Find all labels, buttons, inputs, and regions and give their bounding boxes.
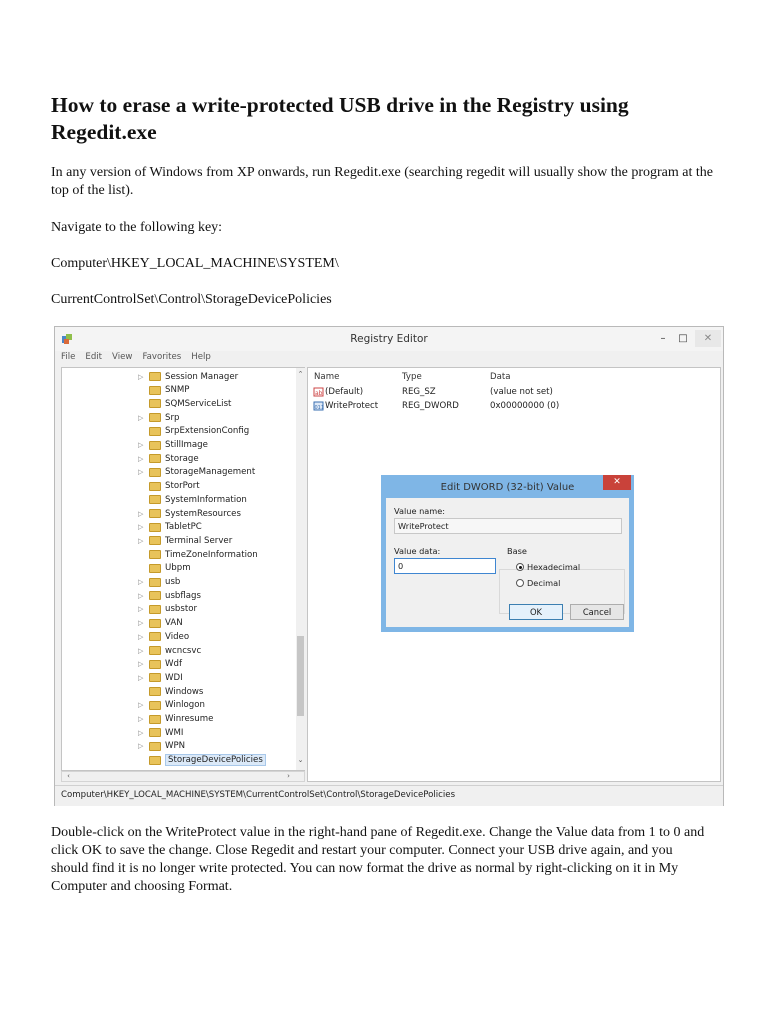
navigate-paragraph: Navigate to the following key:: [51, 220, 223, 235]
column-header-name[interactable]: Name: [314, 372, 340, 382]
value-data-field[interactable]: 0: [394, 558, 496, 574]
value-name-label: Value name:: [394, 506, 446, 516]
hexadecimal-radio[interactable]: [516, 562, 580, 572]
expand-arrow-icon[interactable]: ▷: [138, 673, 144, 682]
cancel-button[interactable]: Cancel: [570, 604, 624, 620]
tree-item[interactable]: [138, 644, 201, 657]
folder-icon: [149, 673, 161, 682]
folder-icon: [149, 756, 161, 765]
instructions-paragraph: Double-click on the WriteProtect value in the right-hand pane of Regedit.exe. Change the Value data from 1 to 0 and click OK to save the change. Close Regedit and restart your computer. Connect your USB drive again, and you should find it is no longer write protected. You can now format the drive as normal by right-clicking on it in My Computer and choosing Format.: [51, 825, 705, 894]
article-heading: How to erase a write-protected USB drive in the Registry using Regedit.exe: [51, 93, 629, 144]
tree-item[interactable]: [138, 658, 182, 671]
registry-key-line-1: Computer\HKEY_LOCAL_MACHINE\SYSTEM\: [51, 256, 339, 271]
tree-item-label: StorageManagement: [165, 467, 256, 478]
tree-item-label: Session Manager: [165, 371, 239, 382]
folder-icon: [149, 523, 161, 532]
menu-file[interactable]: File: [61, 352, 76, 362]
tree-item[interactable]: [138, 713, 213, 726]
tree-item[interactable]: [138, 754, 266, 767]
folder-icon: [149, 578, 161, 587]
tree-item-label: Video: [165, 631, 190, 642]
expand-arrow-icon[interactable]: ▷: [138, 728, 144, 737]
tree-vertical-scrollbar[interactable]: [296, 368, 305, 770]
expand-arrow-icon[interactable]: ▷: [138, 468, 144, 477]
tree-item-label: SrpExtensionConfig: [165, 426, 250, 437]
expand-arrow-icon[interactable]: ▷: [138, 536, 144, 545]
folder-icon: [149, 742, 161, 751]
tree-item-label: Srp: [165, 412, 180, 423]
tree-item-label: Wdf: [165, 659, 182, 670]
window-title: Registry Editor: [350, 333, 428, 345]
tree-item[interactable]: [138, 630, 189, 643]
tree-item[interactable]: [138, 685, 203, 698]
tree-item-label: StillImage: [165, 440, 208, 450]
ok-button[interactable]: OK: [509, 604, 563, 620]
tree-horizontal-scrollbar[interactable]: [61, 771, 305, 782]
tree-item[interactable]: [138, 370, 238, 383]
folder-icon: [149, 646, 161, 655]
radio-unselected-icon: [516, 579, 524, 587]
menu-favorites[interactable]: Favorites: [142, 352, 182, 362]
menu-view[interactable]: View: [112, 352, 133, 362]
column-header-type[interactable]: Type: [402, 372, 422, 382]
expand-arrow-icon[interactable]: ▷: [138, 372, 144, 381]
column-header-data[interactable]: Data: [490, 372, 511, 382]
tree-item-label: Ubpm: [165, 563, 191, 574]
key-tree-pane[interactable]: [61, 367, 305, 771]
value-data-label: Value data:: [394, 546, 441, 556]
registry-editor-window: [54, 326, 724, 806]
title-bar: [55, 327, 723, 351]
expand-arrow-icon[interactable]: ▷: [138, 660, 144, 669]
menu-bar: [61, 352, 211, 366]
tree-item-label: StorageDevicePolicies: [165, 754, 266, 766]
tree-item[interactable]: [138, 452, 199, 465]
tree-item-label: SystemResources: [165, 508, 241, 519]
expand-arrow-icon[interactable]: ▷: [138, 454, 144, 463]
tree-item-label: StorPort: [165, 481, 200, 492]
value-row-default-name[interactable]: ab (Default): [315, 387, 364, 397]
value-name-field[interactable]: WriteProtect: [394, 518, 622, 534]
tree-item[interactable]: [138, 740, 185, 753]
tree-item-label: WDI: [165, 672, 183, 683]
value-row-writeprotect-name[interactable]: 011 WriteProtect: [314, 401, 379, 411]
tree-item[interactable]: [138, 589, 201, 602]
scroll-right-icon[interactable]: ›: [287, 772, 290, 780]
value-row-writeprotect-data: 0x00000000 (0): [490, 401, 560, 411]
scroll-left-icon[interactable]: ‹: [67, 772, 70, 780]
hexadecimal-label: Hexadecimal: [527, 562, 581, 572]
expand-arrow-icon[interactable]: ▷: [138, 632, 144, 641]
folder-icon: [149, 454, 161, 463]
tree-item[interactable]: [138, 397, 231, 410]
menu-help[interactable]: Help: [191, 352, 211, 362]
tree-item[interactable]: [138, 576, 180, 589]
registry-key-line-2: CurrentControlSet\Control\StorageDevicePolicies: [51, 292, 332, 307]
folder-icon: [149, 372, 161, 381]
folder-icon: [149, 564, 161, 573]
folder-icon: [149, 536, 161, 545]
folder-icon: [149, 495, 161, 504]
value-row-default-data: (value not set): [490, 387, 553, 397]
tree-item-label: WPN: [165, 741, 186, 752]
tree-item-label: SNMP: [165, 385, 190, 396]
tree-item-label: SQMServiceList: [165, 398, 232, 409]
tree-item[interactable]: [138, 521, 202, 534]
dword-value-icon: [314, 402, 323, 410]
expand-arrow-icon[interactable]: ▷: [138, 742, 144, 751]
tree-item-label: Winresume: [165, 714, 214, 724]
tree-item-label: wcncsvc: [165, 645, 202, 656]
tree-item[interactable]: [138, 411, 179, 424]
folder-icon: [149, 660, 161, 669]
tree-item[interactable]: [138, 480, 200, 493]
folder-icon: [149, 591, 161, 600]
expand-arrow-icon[interactable]: ▷: [138, 413, 144, 422]
expand-arrow-icon[interactable]: ▷: [138, 509, 144, 518]
value-row-writeprotect-type: REG_DWORD: [402, 401, 459, 411]
tree-item-label: Storage: [165, 453, 199, 464]
tree-item[interactable]: [138, 439, 208, 452]
folder-icon: [149, 550, 161, 559]
tree-item-label: Terminal Server: [165, 535, 233, 546]
folder-icon: [149, 468, 161, 477]
tree-item[interactable]: [138, 548, 258, 561]
tree-item-label: VAN: [165, 618, 183, 629]
menu-edit[interactable]: Edit: [85, 352, 103, 362]
tree-item[interactable]: [138, 493, 247, 506]
folder-icon: [149, 728, 161, 737]
folder-icon: [149, 427, 161, 436]
close-button[interactable]: ✕: [695, 330, 721, 347]
tree-item[interactable]: [138, 726, 183, 739]
tree-scroll-thumb[interactable]: [297, 636, 304, 716]
base-group-label: Base: [507, 546, 527, 556]
folder-icon: [149, 386, 161, 395]
expand-arrow-icon[interactable]: ▷: [138, 646, 144, 655]
string-value-icon: [314, 388, 323, 396]
minimize-button[interactable]: –: [660, 333, 666, 344]
folder-icon: [149, 509, 161, 518]
tree-item[interactable]: [138, 425, 249, 438]
folder-icon: [149, 482, 161, 491]
dialog-title: Edit DWORD (32-bit) Value: [440, 482, 575, 493]
expand-arrow-icon[interactable]: ▷: [138, 441, 144, 449]
tree-item[interactable]: [138, 507, 241, 520]
tree-item-label: usb: [165, 577, 181, 587]
expand-arrow-icon[interactable]: ▷: [138, 605, 144, 614]
svg-text:011: 011: [314, 404, 325, 411]
tree-item-label: TabletPC: [165, 522, 202, 533]
folder-icon: [149, 619, 161, 628]
expand-arrow-icon[interactable]: ▷: [138, 619, 144, 628]
tree-item-label: usbstor: [165, 604, 198, 615]
svg-text:ab: ab: [315, 389, 323, 397]
dialog-body: [386, 498, 629, 627]
folder-icon: [149, 441, 161, 450]
scroll-down-icon[interactable]: ⌄: [297, 756, 304, 764]
tree-item[interactable]: [138, 617, 183, 630]
tree-item[interactable]: [138, 562, 191, 575]
tree-item-label: TimeZoneInformation: [165, 549, 258, 560]
folder-icon: [149, 715, 161, 724]
tree-item-label: SystemInformation: [165, 494, 247, 505]
decimal-radio[interactable]: [516, 578, 560, 588]
folder-icon: [149, 413, 161, 422]
tree-item-label: usbflags: [165, 590, 201, 601]
tree-item[interactable]: [138, 534, 232, 547]
expand-arrow-icon[interactable]: ▷: [138, 701, 144, 710]
value-row-default-type: REG_SZ: [402, 387, 436, 397]
decimal-label: Decimal: [527, 578, 561, 588]
expand-arrow-icon[interactable]: ▷: [138, 578, 144, 586]
tree-item-label: WMI: [165, 727, 184, 738]
folder-icon: [149, 701, 161, 710]
status-path: Computer\HKEY_LOCAL_MACHINE\SYSTEM\CurrentControlSet\Control\StorageDevicePolicies: [61, 790, 456, 800]
radio-selected-icon: [516, 563, 524, 571]
folder-icon: [149, 399, 161, 408]
expand-arrow-icon[interactable]: ▷: [138, 591, 144, 600]
folder-icon: [149, 632, 161, 641]
tree-item[interactable]: [138, 384, 189, 397]
status-bar: [55, 785, 723, 806]
edit-dword-dialog: [381, 475, 634, 632]
expand-arrow-icon[interactable]: ▷: [138, 523, 144, 532]
maximize-button[interactable]: □: [678, 333, 688, 344]
tree-item-label: Windows: [165, 686, 204, 697]
tree-item-label: Winlogon: [165, 700, 205, 711]
tree-item[interactable]: [138, 699, 205, 712]
expand-arrow-icon[interactable]: ▷: [138, 715, 144, 723]
intro-paragraph: In any version of Windows from XP onwards, run Regedit.exe (searching regedit will usually show the program at the top of the list).: [51, 165, 713, 198]
scroll-up-icon[interactable]: ⌃: [297, 370, 304, 378]
folder-icon: [149, 687, 161, 696]
dialog-close-button[interactable]: ✕: [603, 475, 631, 490]
tree-item[interactable]: [138, 466, 255, 479]
tree-item[interactable]: [138, 603, 197, 616]
tree-item[interactable]: [138, 671, 183, 684]
folder-icon: [149, 605, 161, 614]
